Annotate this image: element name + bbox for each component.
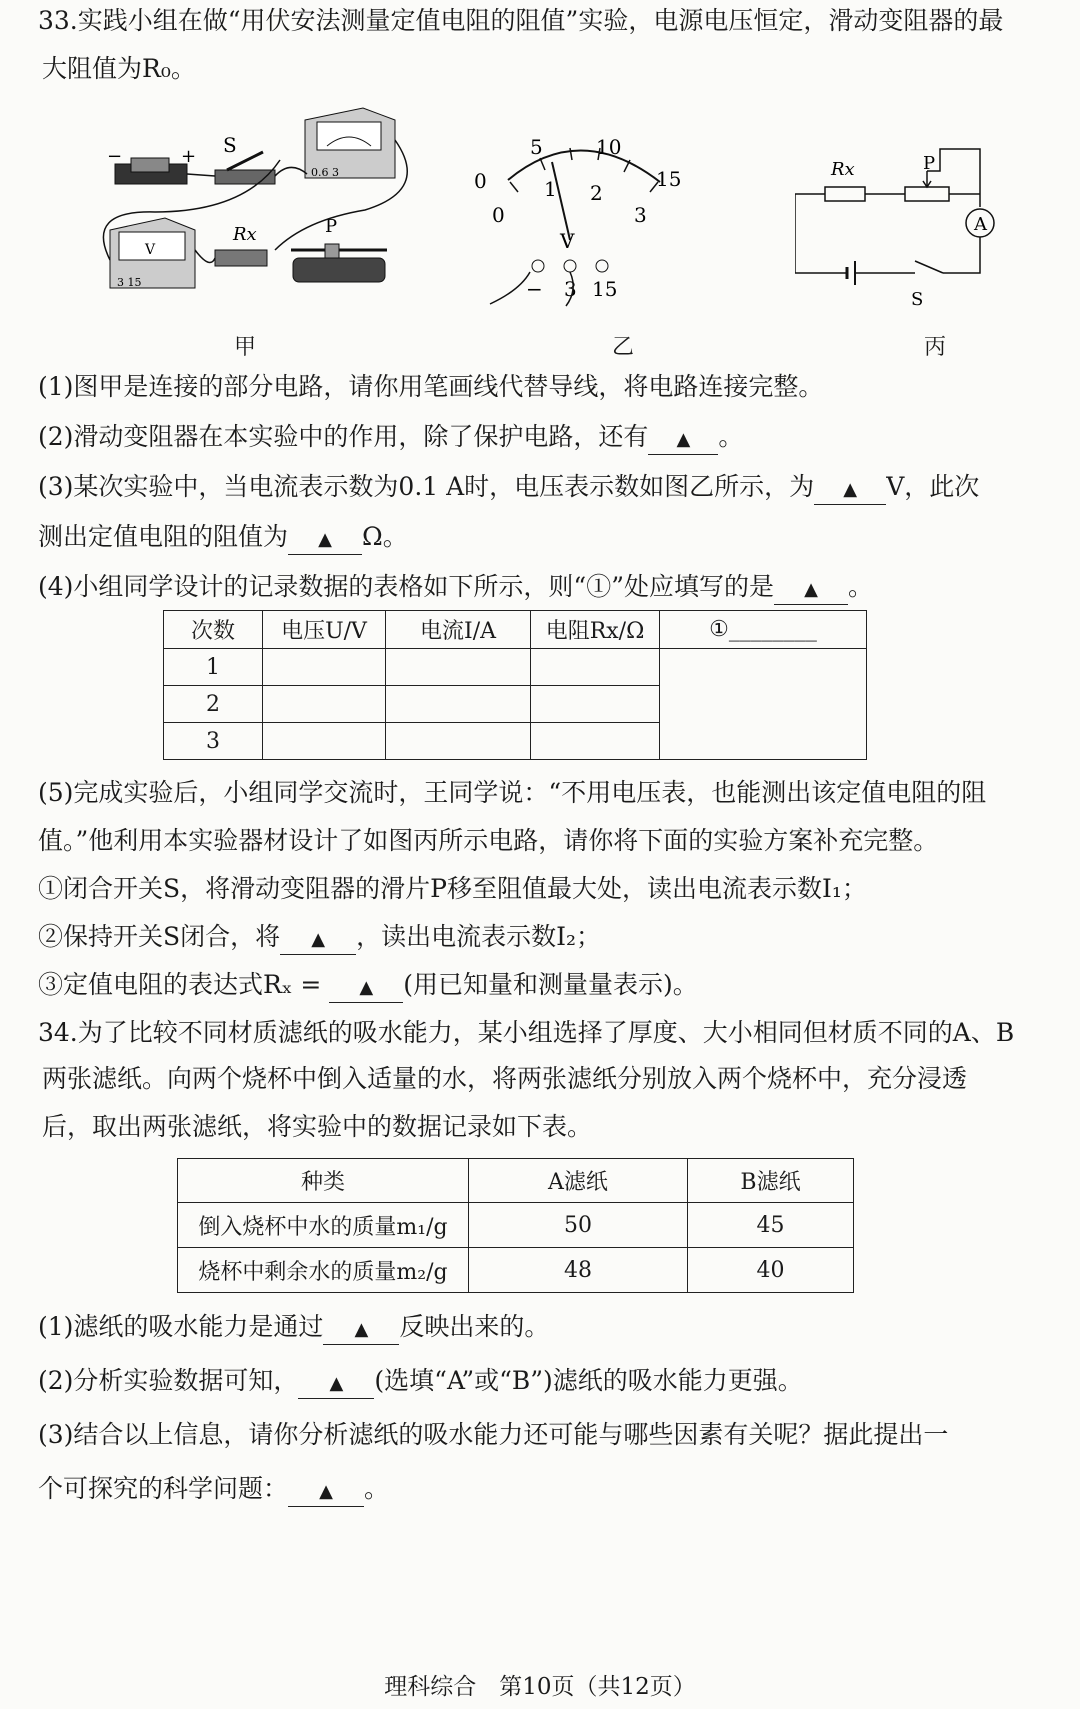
q34-data-table (177, 1158, 854, 1293)
answer-blank-33-5a[interactable] (280, 923, 356, 955)
slider-label: P (325, 216, 338, 237)
q33-part3-mid: V，此次 (886, 472, 980, 501)
table-cell[interactable] (531, 686, 660, 723)
q34-part1-pre: (1)滤纸的吸水能力是通过 (38, 1312, 324, 1341)
q34-row2-a: 48 (469, 1248, 688, 1293)
q34-intro-text: 为了比较不同材质滤纸的吸水能力，某小组选择了厚度、大小相同但材质不同的A、B (77, 1018, 1015, 1047)
table-cell[interactable] (531, 723, 660, 760)
q33-part3-line2-pre: 测出定值电阻的阻值为 (38, 522, 289, 551)
q34-intro-line2: 两张滤纸。向两个烧杯中倒入适量的水，将两张滤纸分别放入两个烧杯中，充分浸透 (42, 1064, 968, 1093)
bing-slider-label: P (923, 153, 936, 174)
figure-bing-caption: 丙 (924, 335, 947, 360)
voltmeter-terminals: 3 15 (117, 276, 142, 289)
resistor-rx-icon (215, 224, 267, 266)
q34-row2-b: 40 (688, 1248, 854, 1293)
q34-intro-line1 (38, 1016, 1062, 1050)
figure-bing (795, 145, 1055, 320)
blank-marker: ▲ (804, 579, 818, 600)
blank-marker: ▲ (318, 529, 332, 550)
answer-blank-33-5b[interactable] (329, 971, 403, 1003)
table-cell[interactable] (386, 649, 531, 686)
blank-marker: ▲ (319, 1481, 333, 1502)
voltmeter-label: V (145, 242, 156, 258)
q33-part4-post: 。 (847, 572, 873, 601)
battery-icon (107, 146, 196, 184)
q33-part3 (38, 470, 1062, 505)
blank-marker: ▲ (676, 429, 691, 450)
bing-switch-label: S (911, 289, 924, 310)
bing-rx (825, 187, 865, 201)
figure-yi-caption: 乙 (612, 335, 635, 360)
yi-inner-1: 1 (544, 177, 557, 201)
bing-rx-label: Rx (831, 159, 855, 180)
answer-blank-33-4[interactable] (774, 573, 848, 605)
q34-part3-post: 。 (364, 1474, 390, 1503)
q33-row-3: 3 (164, 723, 263, 760)
blank-marker: ▲ (843, 479, 858, 500)
yi-outer-10: 10 (596, 135, 622, 159)
figure-yi (470, 130, 700, 320)
yi-inner-3: 3 (634, 203, 647, 227)
yi-inner-2: 2 (590, 181, 603, 205)
q34-th-a: A滤纸 (469, 1159, 688, 1203)
ammeter-terminals: 0.6 3 (311, 166, 339, 179)
table-cell[interactable] (263, 686, 386, 723)
q33-part3-line2 (38, 520, 1062, 555)
q33-part1: (1)图甲是连接的部分电路，请你用笔画线代替导线，将电路连接完整。 (38, 372, 824, 401)
q33-part3-pre: (3)某次实验中，当电流表示数为0.1 A时，电压表示数如图乙所示，为 (38, 472, 815, 501)
q34-part1 (38, 1310, 1062, 1345)
yi-terminal-3: 3 (564, 277, 577, 301)
q34-part3-line2 (38, 1472, 1062, 1507)
q34-part3-pre: 个可探究的科学问题： (38, 1474, 289, 1503)
q33-part5-step1: ①闭合开关S，将滑动变阻器的滑片P移至阻值最大处，读出电流表示数I₁； (38, 874, 867, 903)
table-cell[interactable] (263, 723, 386, 760)
figure-jia (95, 100, 425, 325)
q34-row1-a: 50 (469, 1203, 688, 1248)
q34-part1-post: 反映出来的。 (399, 1312, 550, 1341)
yi-unit: V (560, 229, 575, 253)
voltmeter-icon (110, 218, 195, 289)
yi-terminal-minus: − (526, 277, 543, 301)
q33-part5-step3 (38, 968, 1062, 1003)
answer-blank-34-3[interactable] (288, 1475, 364, 1507)
resistor-label: Rx (233, 224, 257, 245)
q33-step3-post: (用已知量和测量量表示)。 (403, 970, 698, 999)
rheostat-icon (291, 216, 387, 282)
q33-th-voltage: 电压U/V (263, 611, 386, 649)
q33-part4 (38, 570, 1062, 605)
blank-marker: ▲ (359, 977, 374, 998)
q34-part2-post: (选填“A”或“B”)滤纸的吸水能力更强。 (374, 1366, 803, 1395)
q33-th-resistance: 电阻Rx/Ω (531, 611, 660, 649)
ammeter-icon (305, 108, 395, 179)
q33-part3-line2-post: Ω。 (362, 522, 408, 551)
battery-plus: + (181, 146, 197, 167)
q33-th-current: 电流I/A (386, 611, 531, 649)
q33-part2-pre: (2)滑动变阻器在本实验中的作用，除了保护电路，还有 (38, 422, 649, 451)
table-cell[interactable] (386, 686, 531, 723)
q33-step2-post: ，读出电流表示数I₂； (356, 922, 602, 951)
q33-step2-pre: ②保持开关S闭合，将 (38, 922, 281, 951)
figure-jia-caption: 甲 (234, 335, 257, 360)
q33-number: 33. (38, 6, 78, 35)
q33-part2-post: 。 (718, 422, 744, 451)
q33-intro-text: 实践小组在做“用伏安法测量定值电阻的阻值”实验，电源电压恒定，滑动变阻器的最 (77, 6, 1004, 35)
q33-part4-pre: (4)小组同学设计的记录数据的表格如下所示，则“①”处应填写的是 (38, 572, 774, 601)
yi-terminal-15: 15 (592, 277, 618, 301)
q33-step3-pre: ③定值电阻的表达式Rₓ = (38, 970, 322, 999)
bing-ammeter-label: A (974, 214, 987, 235)
q33-part5-line1: (5)完成实验后，小组同学交流时，王同学说：“不用电压表，也能测出该定值电阻的阻 (38, 778, 987, 807)
answer-blank-34-2[interactable] (298, 1367, 374, 1399)
bing-rheostat (905, 187, 949, 201)
q33-part5-step2 (38, 920, 1062, 955)
q33-row-1: 1 (164, 649, 263, 686)
q34-th-b: B滤纸 (688, 1159, 854, 1203)
q34-row2-label: 烧杯中剩余水的质量m₂/g (178, 1248, 469, 1293)
q34-intro-line3: 后，取出两张滤纸，将实验中的数据记录如下表。 (42, 1112, 593, 1141)
q33-data-table (163, 610, 867, 760)
q34-number: 34. (38, 1018, 78, 1047)
table-cell[interactable] (531, 649, 660, 686)
yi-inner-0: 0 (492, 203, 505, 227)
switch-label: S (223, 133, 237, 157)
q33-row-2: 2 (164, 686, 263, 723)
table-cell[interactable] (263, 649, 386, 686)
page-footer: 理科综合 第10页（共12页） (384, 1674, 696, 1700)
q33-th-blank: ①________ (660, 611, 867, 649)
q34-row1-label: 倒入烧杯中水的质量m₁/g (178, 1203, 469, 1248)
yi-outer-15: 15 (656, 167, 682, 191)
q34-part2-pre: (2)分析实验数据可知， (38, 1366, 299, 1395)
q34-th-type: 种类 (178, 1159, 469, 1203)
blank-marker: ▲ (329, 1373, 344, 1394)
battery-minus: − (107, 146, 123, 167)
blank-marker: ▲ (311, 929, 326, 950)
yi-outer-0: 0 (474, 169, 487, 193)
answer-blank-34-1[interactable] (323, 1313, 399, 1345)
answer-blank-33-3a[interactable] (814, 473, 886, 505)
q33-intro-line2: 大阻值为R₀。 (42, 54, 196, 83)
q34-part3-line1: (3)结合以上信息，请你分析滤纸的吸水能力还可能与哪些因素有关呢？据此提出一 (38, 1420, 949, 1449)
q33-part2 (38, 420, 1062, 455)
table-cell[interactable] (386, 723, 531, 760)
q33-th-count: 次数 (164, 611, 263, 649)
q33-intro-line1 (38, 4, 1062, 38)
blank-marker: ▲ (354, 1319, 369, 1340)
q33-part5-line2: 值。”他利用本实验器材设计了如图丙所示电路，请你将下面的实验方案补充完整。 (38, 826, 939, 855)
answer-blank-33-2[interactable] (648, 423, 718, 455)
answer-blank-33-3b[interactable] (288, 523, 362, 555)
table-cell[interactable] (660, 649, 867, 760)
q34-part2 (38, 1364, 1062, 1399)
yi-outer-5: 5 (530, 135, 543, 159)
q34-row1-b: 45 (688, 1203, 854, 1248)
